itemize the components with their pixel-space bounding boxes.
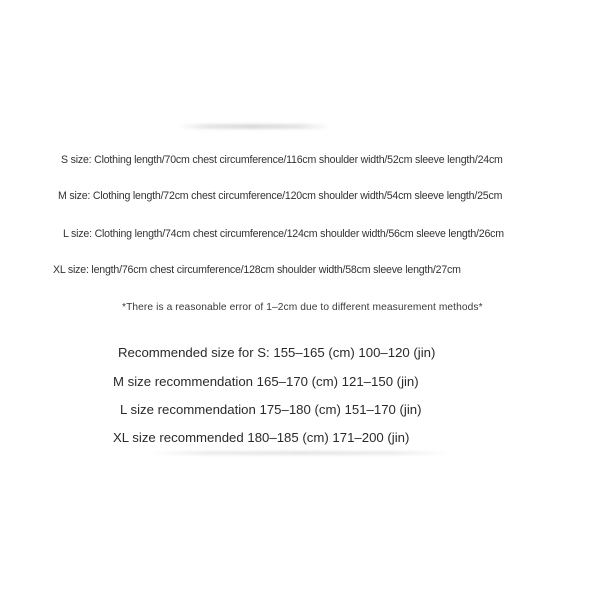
size-spec-m: M size: Clothing length/72cm chest circumference/120cm shoulder width/54cm sleeve length/25cm bbox=[58, 190, 503, 202]
recommendation-xl: XL size recommended 180–185 (cm) 171–200 (jin) bbox=[113, 430, 410, 445]
recommendation-l: L size recommendation 175–180 (cm) 151–170 (jin) bbox=[120, 402, 422, 417]
measurement-error-note: *There is a reasonable error of 1–2cm due to different measurement methods* bbox=[122, 302, 483, 313]
faded-header-line bbox=[178, 124, 330, 129]
recommendation-m: M size recommendation 165–170 (cm) 121–150 (jin) bbox=[113, 374, 419, 389]
recommendation-s: Recommended size for S: 155–165 (cm) 100–120 (jin) bbox=[118, 345, 436, 360]
size-spec-xl: XL size: length/76cm chest circumference/128cm shoulder width/58cm sleeve length/27cm bbox=[53, 264, 461, 276]
size-spec-l: L size: Clothing length/74cm chest circumference/124cm shoulder width/56cm sleeve length/26cm bbox=[63, 228, 504, 240]
size-spec-s: S size: Clothing length/70cm chest circumference/116cm shoulder width/52cm sleeve length/24cm bbox=[61, 154, 503, 166]
faded-footer-line bbox=[150, 451, 450, 455]
